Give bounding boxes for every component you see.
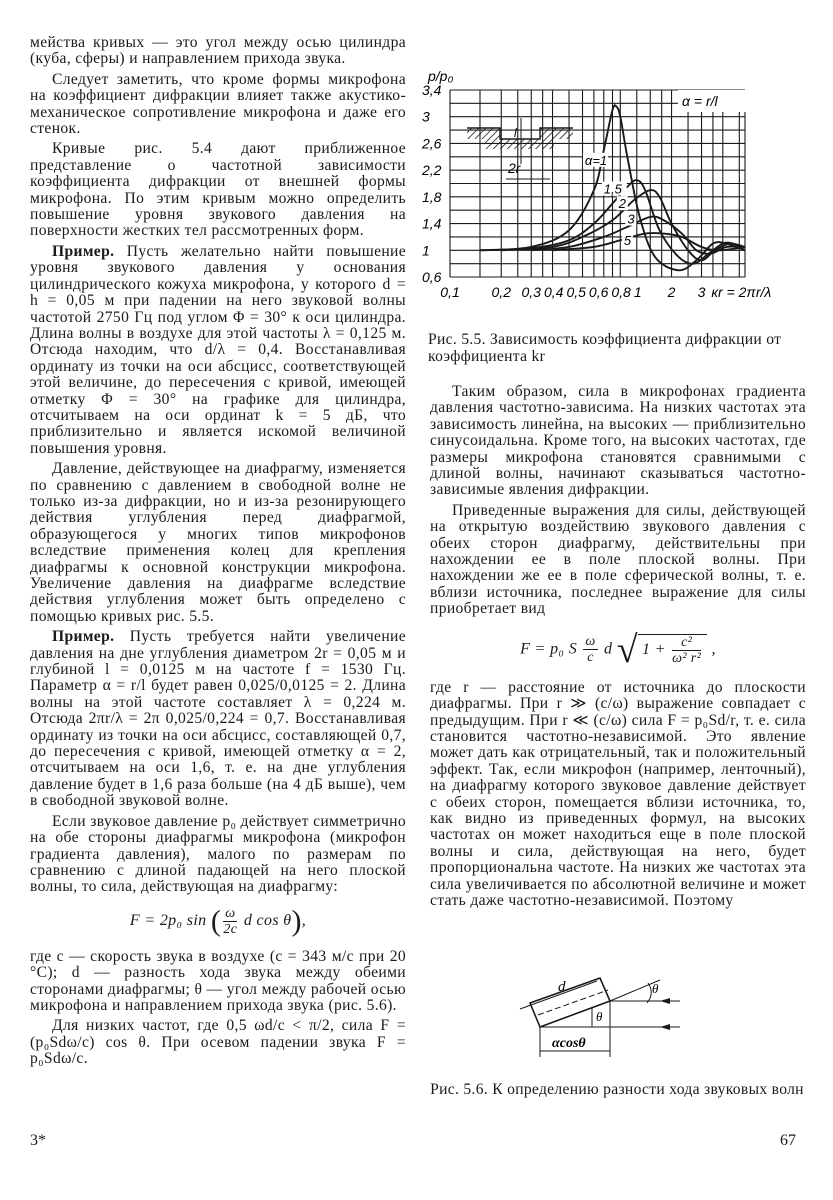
y-tick-label: 1,4: [422, 215, 442, 232]
label-d: d: [558, 979, 566, 995]
fraction: [583, 634, 597, 665]
diameter-label: 2r: [508, 160, 521, 176]
formula-lhs: F = 2p₀ sin: [129, 911, 207, 929]
left-paren: (: [210, 904, 222, 938]
y-tick-label: 3,4: [422, 82, 442, 98]
paragraph: где r — расстояние от источника до плоскости диафрагмы. При r ≫ (c/ω) выражение совпадает с предыдущим. При r ≪ (c/ω) сила F = p₀Sd/r, т. е. сила становится частотно-независимой. Это явление может дать как отрицательный, так и положительный эффект. Так, если микрофон (например, ленточный), на диафрагму которого звуковое давление действует с обеих сторон, помещается вблизи источника, то, как видно из приведенных формул, на высоких частотах он может находиться еще в поле плоской волны и сила, действующая на него, будет пропорциональна частоте. На низких же частотах эта сила увеличивается по абсолютной величине и может стать даже частотно-независимой. Поэтому: [430, 678, 806, 909]
y-tick-label: 3: [422, 108, 430, 125]
x-tick-label: 0,8: [611, 284, 631, 300]
right-column: [430, 384, 806, 913]
figure-5-5-chart: [420, 66, 830, 316]
paragraph: Приведенные выражения для силы, действующей на открытую воздействию звукового давления с обеих сторон диафрагму, действительны при нахождении ее в поле плоской волны. При нахождении же ее в поле сферической волны, т. е. вблизи источника, последнее выражение для силы приобретает вид: [430, 501, 806, 618]
paragraph: Если звуковое давление p₀ действует симметрично на обе стороны диафрагмы микрофона (микрофон градиента давления), малого по размерам по сравнению с длиной падающей на него плоской волны, то сила, действующая на диафрагму:: [30, 812, 406, 896]
sqrt-sign: √: [616, 628, 638, 671]
hatch-bottom: [484, 139, 554, 149]
paragraph: Кривые рис. 5.4 дают приближенное представление о частотной зависимости коэффициента дифракции от внешней формы микрофона. По этим кривым можно определить повышение уровня звукового давления на поверхности жестких тел рассмотренных форм.: [30, 140, 406, 240]
formula-lhs: F = p₀ S: [520, 640, 578, 658]
y-tick-label: 1,8: [422, 188, 442, 205]
paragraph: Следует заметить, что кроме формы микрофона на коэффициент дифракции влияет также акустико-механическое сопротивление микрофона и даже его стенок.: [30, 70, 406, 138]
y-tick-label: 1: [422, 242, 430, 259]
x-tick-label: 0,4: [543, 284, 564, 300]
arrow-icon: [660, 1024, 670, 1030]
x-tick-label: 0,1: [440, 284, 460, 300]
y-tick-label: 2,6: [422, 135, 442, 152]
left-column: [30, 35, 406, 1072]
formula-force-plane: [30, 906, 406, 937]
hatch-left: [467, 128, 500, 139]
x-tick-label: 3: [697, 284, 706, 300]
radicand: [638, 634, 707, 666]
right-paren: ): [291, 904, 302, 938]
x-tick-label: 2: [667, 284, 676, 300]
numerator: c²: [672, 635, 701, 651]
denominator: c: [587, 650, 594, 666]
denominator: 2c: [223, 921, 238, 937]
x-tick-label: 1: [633, 284, 642, 300]
y-axis-label: p/p₀: [428, 68, 454, 84]
paragraph: где c — скорость звука в воздухе (c = 343 м/с при 20 °C); d — разность хода звука между обеими сторонами диафрагмы; θ — угол между рабочей осью микрофона и направлением прихода звука (рис. 5.6).: [30, 947, 406, 1014]
curve-label: 2: [618, 196, 627, 212]
fraction: [223, 906, 237, 937]
figure-5-5-caption: Рис. 5.5. Зависимость коэффициента дифракции от коэффициента kr: [428, 331, 782, 365]
arrow-icon: [660, 998, 670, 1004]
formula-term: d: [604, 640, 613, 658]
label-theta-2: θ: [596, 1009, 603, 1024]
label-theta-1: θ: [652, 981, 659, 996]
page-number: 67: [780, 1132, 796, 1149]
depth-label: l: [514, 126, 517, 140]
formula-end: ,: [301, 911, 307, 929]
numerator: ω: [225, 905, 236, 921]
curve-label: 5: [623, 232, 632, 248]
paragraph: Для низких частот, где 0,5 ωd/c < π/2, сила F = (p₀Sdω/c) cos θ. При осевом падении звука F = p₀Sdω/c.: [30, 1017, 406, 1068]
formula-force-spherical: [430, 628, 806, 671]
signature-mark: 3*: [30, 1132, 46, 1149]
curve-label: 1,5: [603, 181, 622, 197]
example-lead: Пример.: [52, 628, 115, 646]
formula-term: d cos θ: [243, 911, 292, 929]
formula-end: ,: [711, 640, 716, 658]
y-tick-label: 0,6: [422, 269, 442, 285]
x-tick-label: 0,6: [588, 284, 609, 300]
x-tick-label: 0,5: [566, 284, 586, 300]
figure-5-6-caption: Рис. 5.6. К определению разности хода звуковых волн: [430, 1081, 804, 1098]
formula-term: 1 +: [641, 640, 666, 658]
legend-alpha: α = r/l: [682, 93, 718, 109]
paragraph: Таким образом, сила в микрофонах градиента давления частотно-зависима. На низких частотах эта зависимость линейна, на высоких — приблизительно синусоидальна. Кроме того, на высоких частотах, где размеры микрофона становятся сравнимыми с длиной волны, начинают сказываться частотно-зависимые явления дифракции.: [430, 383, 806, 499]
curve-label: α=1: [584, 152, 608, 168]
label-projection: αcosθ: [552, 1036, 586, 1051]
example-paragraph: [30, 629, 406, 809]
paragraph: мейства кривых — это угол между осью цилиндра (куба, сферы) и направлением прихода звука.: [30, 34, 406, 68]
denominator: ω² r²: [672, 650, 702, 666]
paragraph-text: Пусть требуется найти увеличение давления на дне углубления диаметром 2r = 0,05 м и глубиной l = 0,0125 м на частоте f = 1530 Гц. Параметр α = r/l будет равен 0,025/0,0125 = 2. Длина волны на этой частоте составляет λ = 0,224 м. Отсюда 2πr/λ = 2π 0,025/0,224 = 0,7. Восстанавливая ординату из точки на оси абсцисс, составляющей 0,7, до пересечения с кривой, имеющей отметку α = 2, отсчитываем на оси 1,6, т. е. на дне углубления давление будет в 1,6 раза больше (на 4 дБ выше), чем в свободной звуковой волне.: [30, 628, 406, 810]
example-paragraph: [30, 244, 406, 457]
y-tick-label: 2,2: [422, 162, 442, 179]
paragraph-text: Пусть желательно найти повышение уровня звукового давления у основания цилиндрического кожуха микрофона, у которого d = h = 0,05 м при падении на него звуковой волны частотой 2750 Гц под углом Φ = 30° к оси цилиндра. Длина волны в воздухе для этой частоты λ = 0,125 м. Отсюда находим, что d/λ = 0,4. Восстанавливая ординату из точки на оси абсцисс, соответствующей этой величине, до пересечения с кривой, имеющей отметку Φ = 30° на графике для цилиндра, отсчитываем на оси ординат k = 5 дБ, что приблизительно и является искомой величиной повышения уровня.: [30, 242, 406, 457]
curve-label: 3: [627, 211, 635, 227]
fraction: [672, 635, 701, 666]
numerator: ω: [585, 634, 596, 650]
x-axis-label: кr = 2πr/λ: [711, 284, 772, 300]
x-tick-label: 0,2: [491, 284, 511, 300]
paragraph: Давление, действующее на диафрагму, изменяется по сравнению с давлением в свободной волне не только из-за дифракции, но и из-за резонирующего действия углубления перед диафрагмой, образующегося у многих типов микрофонов вследствие применения колец для крепления диафрагмы к основной конструкции микрофона. Увеличение давления на диафрагме вследствие действия углубления может быть определено с помощью кривых рис. 5.5.: [30, 460, 406, 625]
hatch-right: [540, 128, 573, 139]
figure-5-6-diagram: [500, 975, 700, 1075]
x-tick-label: 0,3: [521, 284, 541, 300]
example-lead: Пример.: [52, 242, 115, 260]
